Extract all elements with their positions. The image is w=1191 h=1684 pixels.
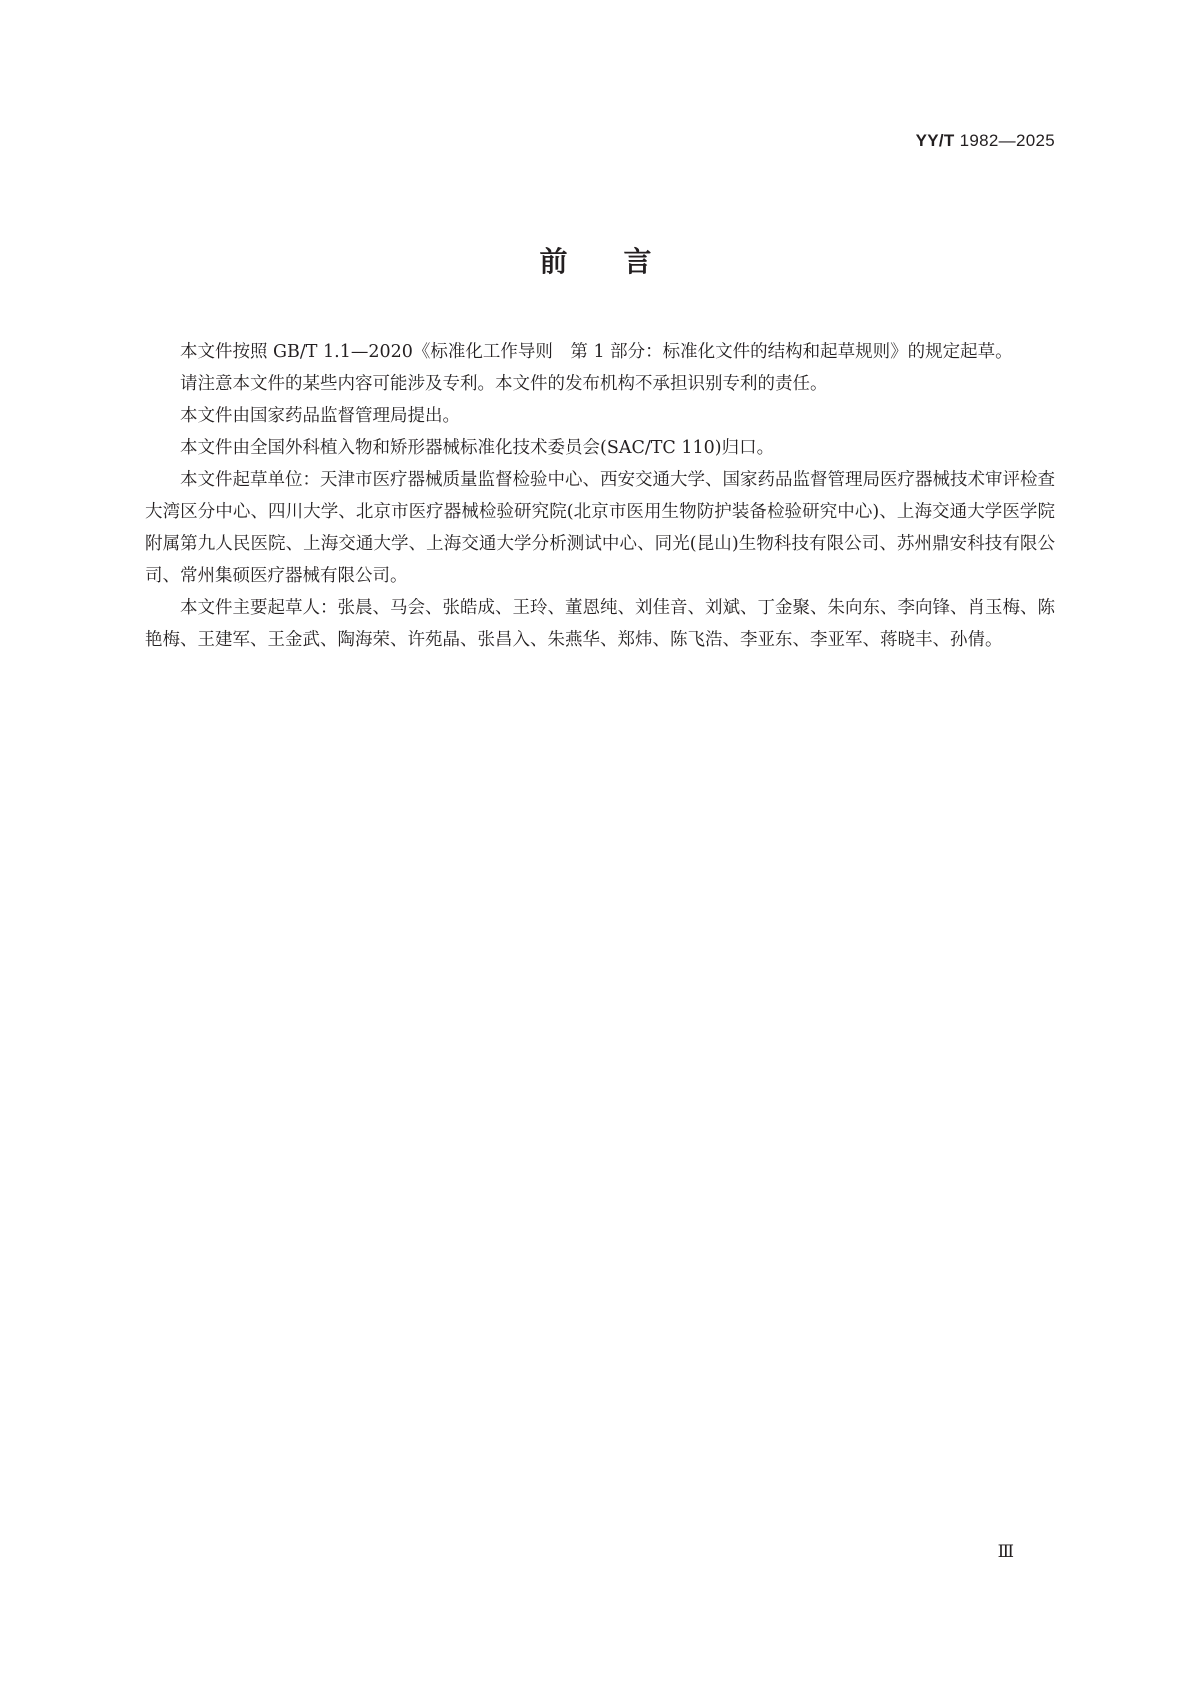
page-number: Ⅲ [997,1542,1014,1562]
paragraph-proposed-by: 本文件由国家药品监督管理局提出。 [180,406,460,426]
standard-prefix: YY/T [915,131,955,150]
standard-number: 1982—2025 [959,131,1055,150]
paragraph-drafting-organizations: 本文件起草单位：天津市医疗器械质量监督检验中心、西安交通大学、国家药品监督管理局医疗器械技术审评检查大湾区分中心、四川大学、北京市医疗器械检验研究院(北京市医用生物防护装备检验研究中心)、上海交通大学医学院附属第九人民医院、上海交通大学、上海交通大学分析测试中心、同光(昆山)生物科技有限公司、苏州鼎安科技有限公司、常州集硕医疗器械有限公司。 [145,470,1055,586]
paragraph-drafting-rules: 本文件按照 GB/T 1.1—2020《标准化工作导则 第 1 部分：标准化文件的结构和起草规则》的规定起草。 [180,342,1013,362]
paragraph-under-jurisdiction: 本文件由全国外科植入物和矫形器械标准化技术委员会(SAC/TC 110)归口。 [180,438,775,458]
paragraph-main-drafters: 本文件主要起草人：张晨、马会、张皓成、王玲、董恩纯、刘佳音、刘斌、丁金聚、朱向东、李向锋、肖玉梅、陈艳梅、王建军、王金武、陶海荣、许苑晶、张昌入、朱燕华、郑炜、陈飞浩、李亚东、李亚军、蒋晓丰、孙倩。 [145,598,1055,650]
page-title: 前言 [539,245,708,278]
standard-code [916,131,1055,151]
paragraph-patent-notice: 请注意本文件的某些内容可能涉及专利。本文件的发布机构不承担识别专利的责任。 [180,374,828,394]
foreword-body [145,336,1055,656]
